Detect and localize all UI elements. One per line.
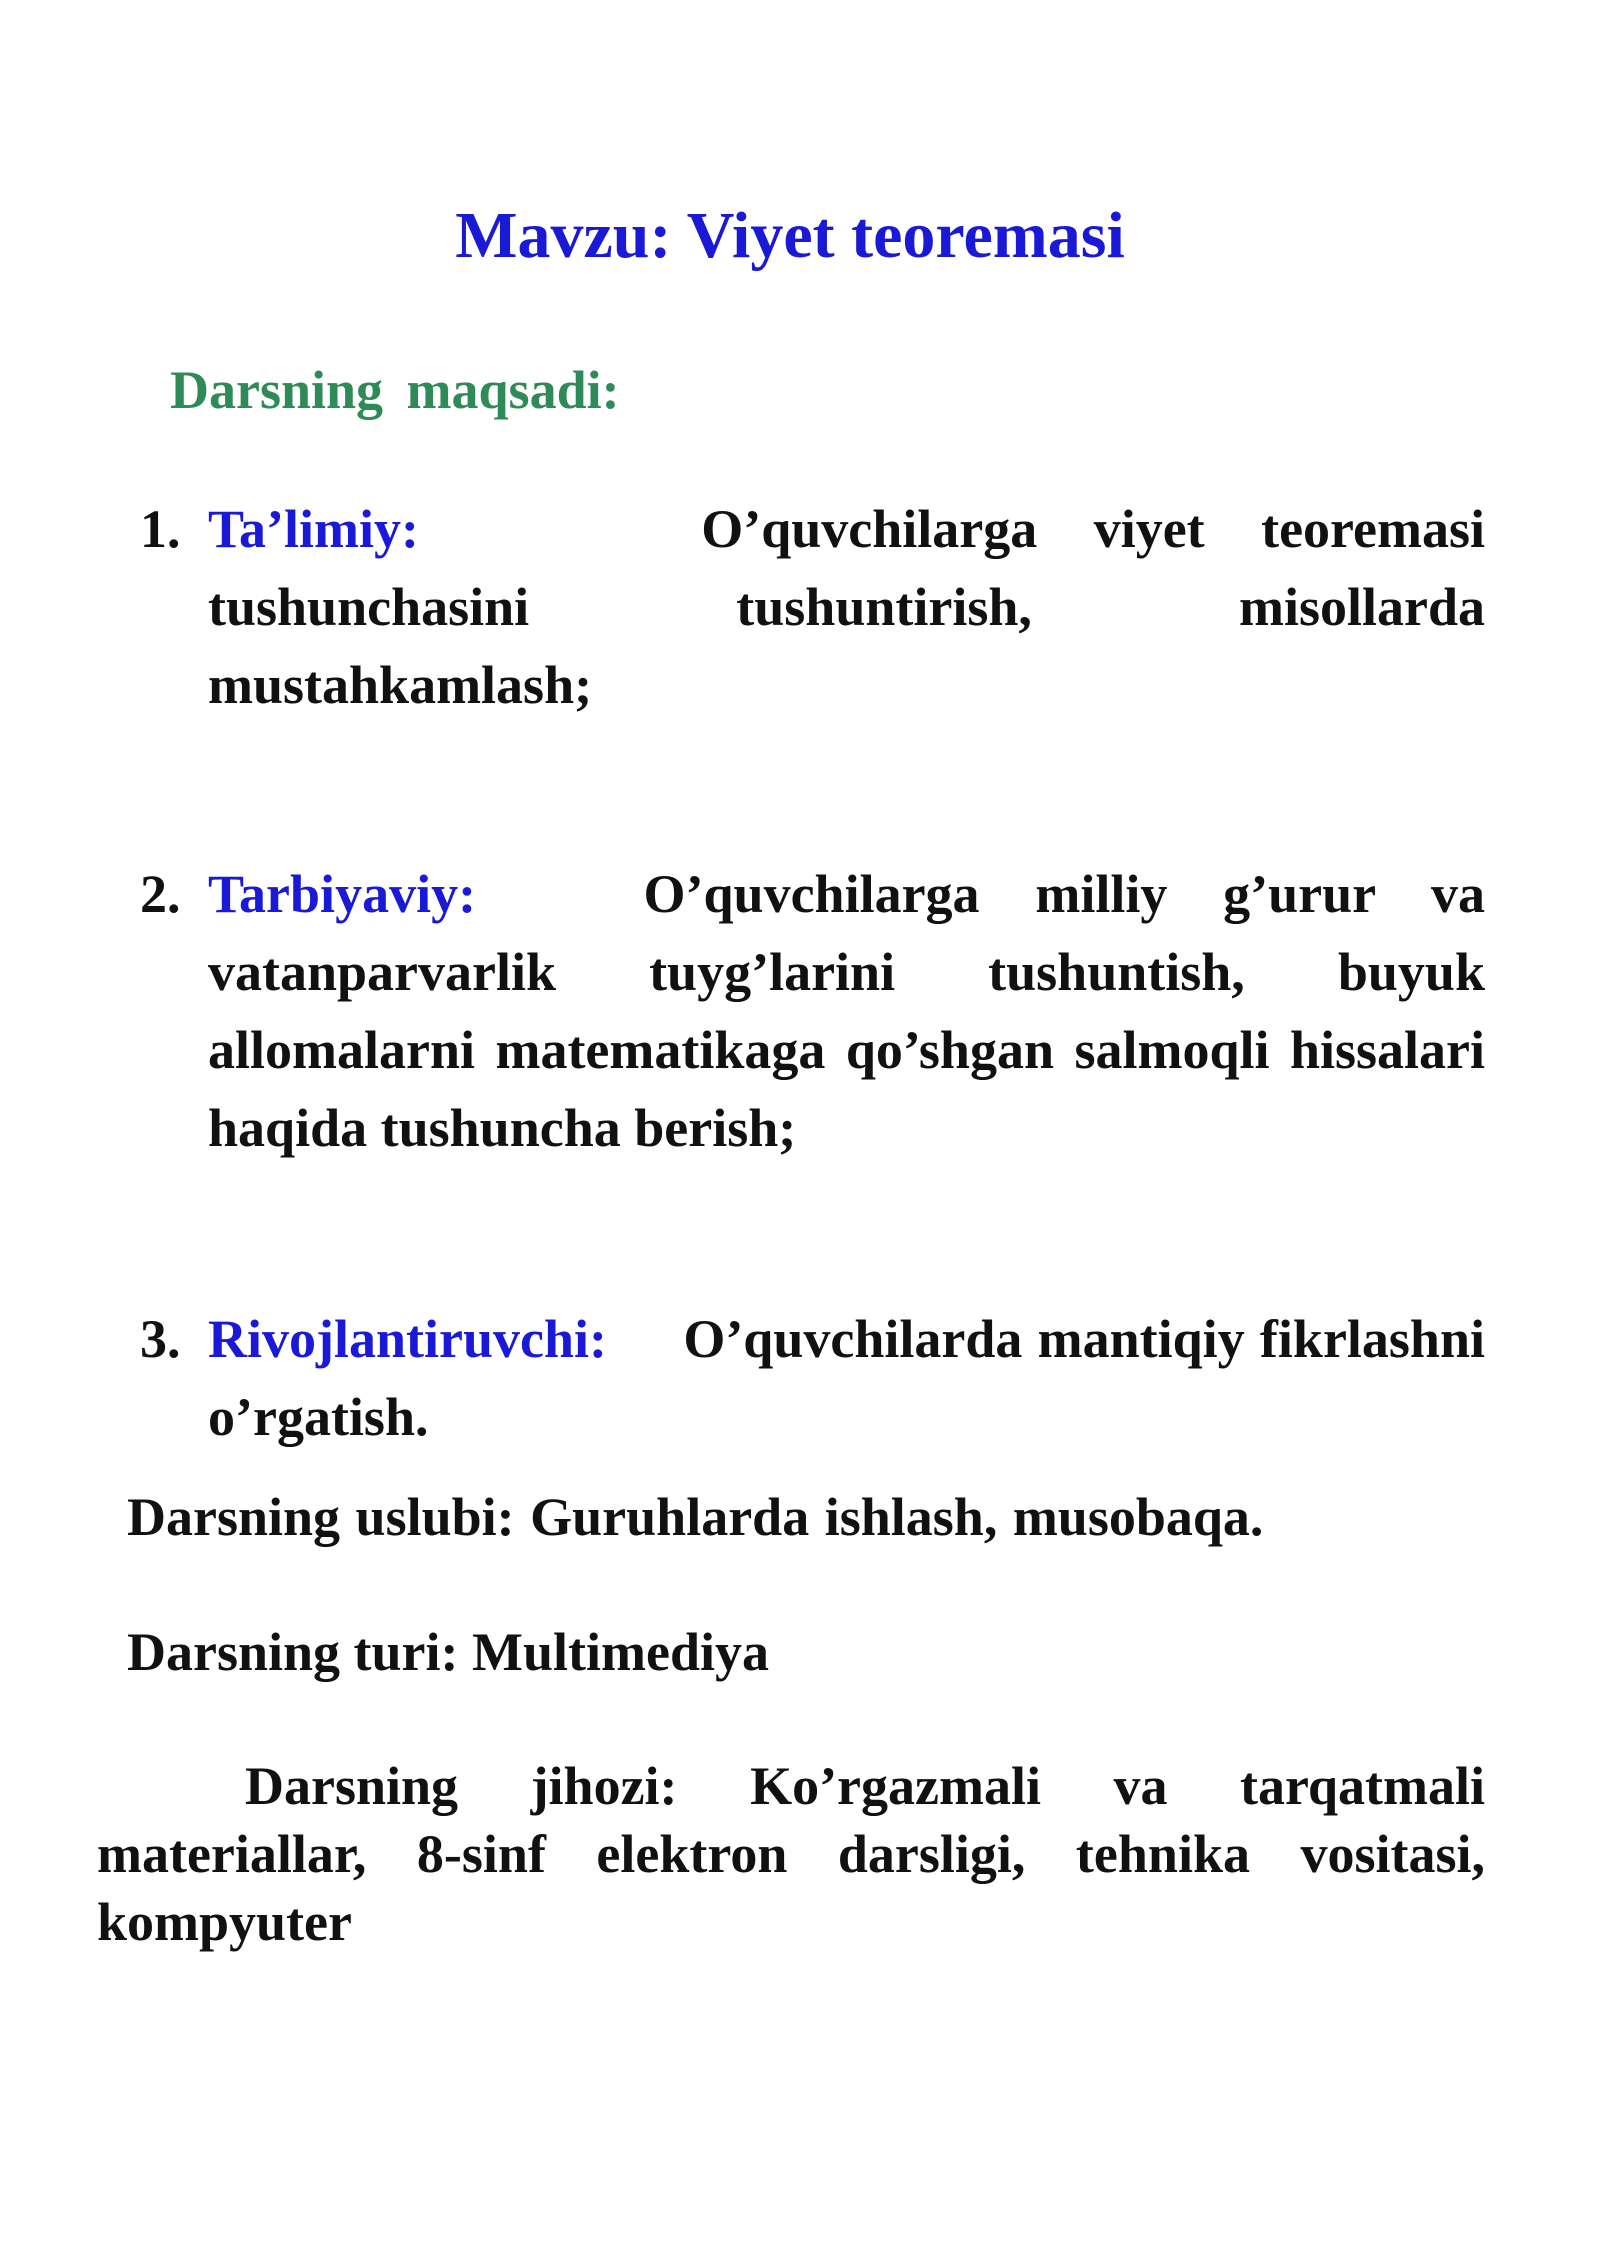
list-item-text: O’quvchilarda mantiqiy fikrlashni o’rgatish. — [208, 1309, 1485, 1447]
list-item-body — [208, 1300, 1485, 1456]
list-item-number: 1. — [140, 499, 181, 559]
goals-heading: Darsning maqsadi: — [170, 360, 620, 420]
list-item-label: Rivojlantiruvchi: — [208, 1309, 607, 1369]
list-item-body — [208, 490, 1485, 724]
list-item — [140, 1300, 1485, 1456]
lesson-equipment: Darsning jihozi: Ko’rgazmali va tarqatmali materiallar, 8-sinf elektron darsligi, tehnika vositasi, kompyuter — [97, 1756, 1485, 1952]
list-item-text: O’quvchilarga milliy g’urur va vatanparvarlik tuyg’larini tushuntish, buyuk allomalarni matematikaga qo’shgan salmoqli hissalari haqida tushuncha berish; — [208, 864, 1485, 1158]
list-item-label: Ta’limiy: — [208, 499, 420, 559]
list-item-text: O’quvchilarga viyet teoremasi tushunchasini tushuntirish, misollarda mustahkamlash; — [208, 499, 1486, 715]
list-item-number: 2. — [140, 864, 181, 924]
list-item-body — [208, 855, 1485, 1167]
page-title: Mavzu: Viyet teoremasi — [455, 199, 1125, 272]
list-item-label: Tarbiyaviy: — [208, 864, 477, 924]
list-item — [140, 855, 1485, 1167]
lesson-type: Darsning turi: Multimediya — [127, 1622, 769, 1682]
list-item-number: 3. — [140, 1309, 181, 1369]
lesson-method: Darsning uslubi: Guruhlarda ishlash, musobaqa. — [127, 1487, 1264, 1547]
list-item — [140, 490, 1485, 724]
